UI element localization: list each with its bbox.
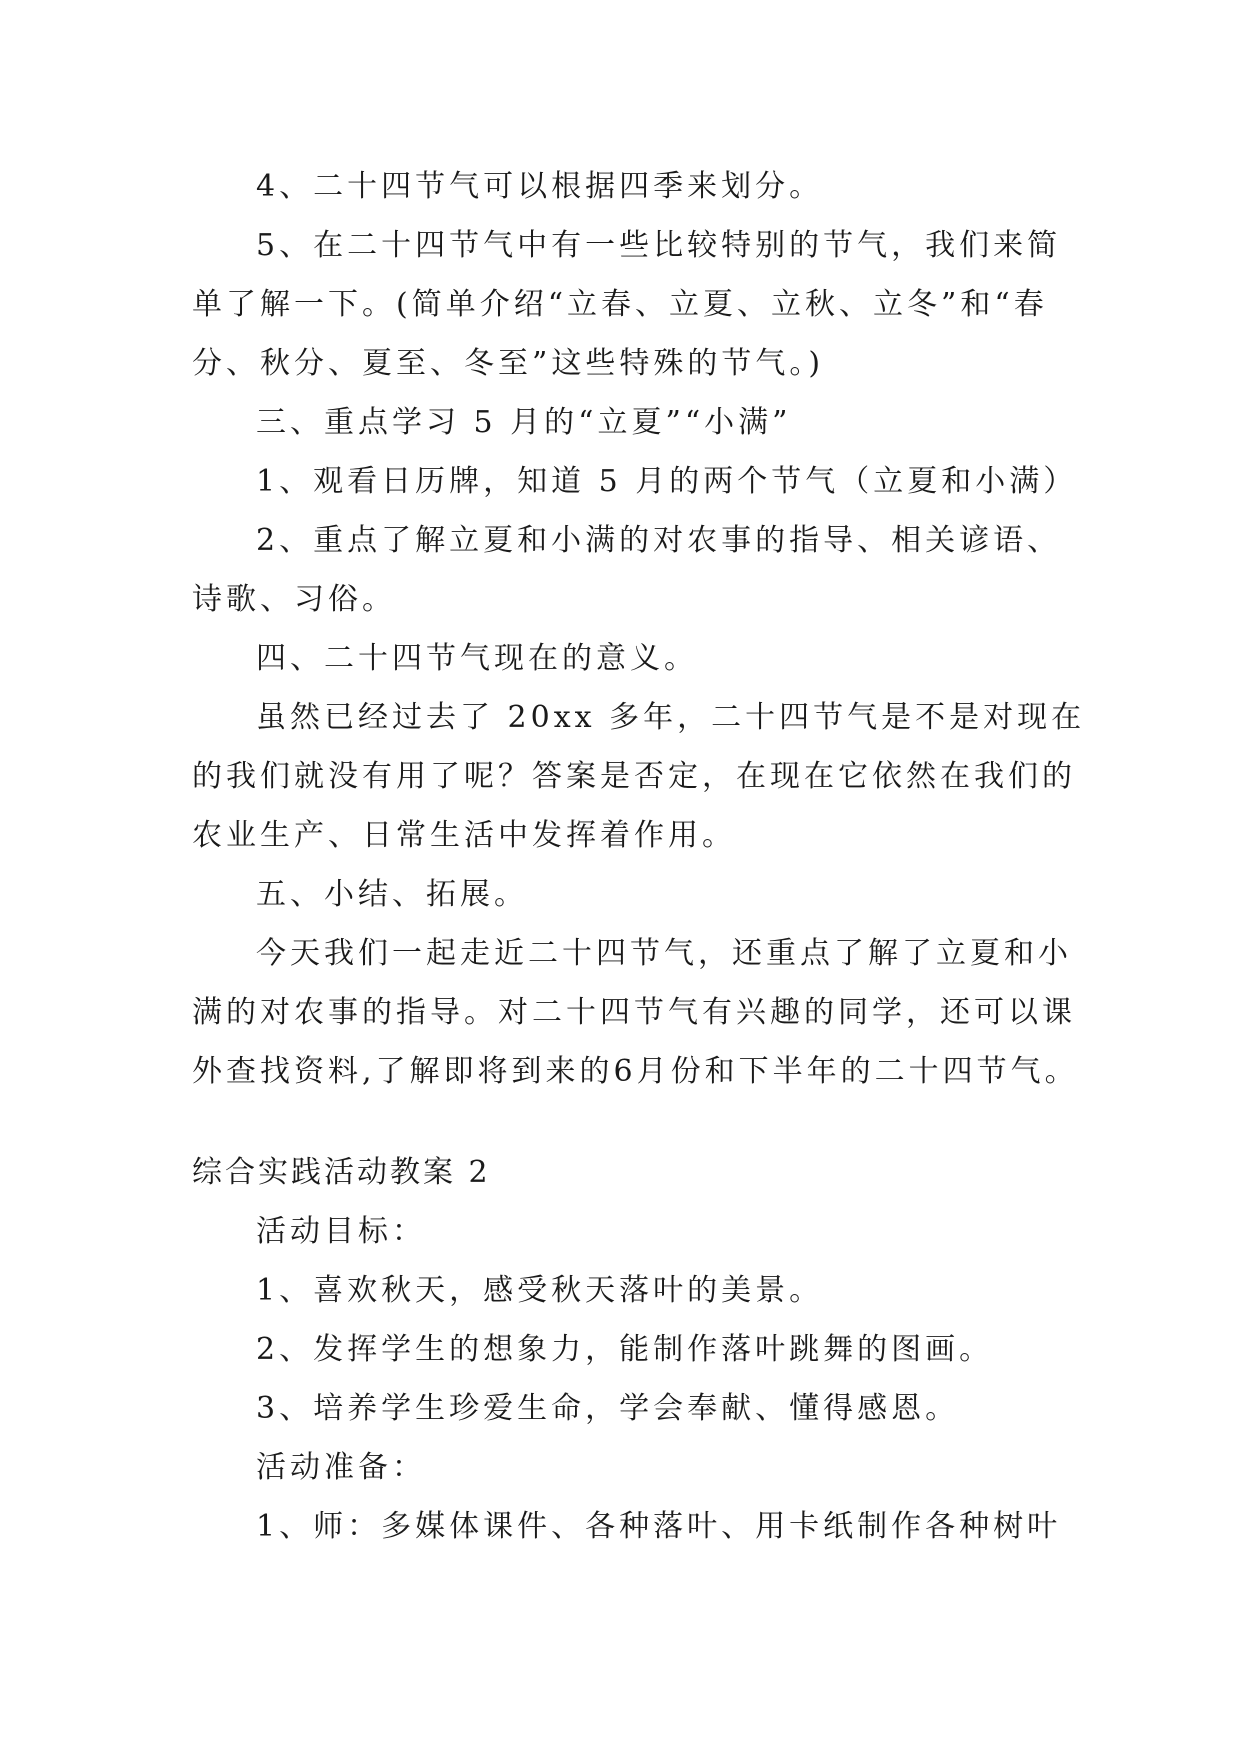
paragraph-line: 单了解一下。(简单介绍“立春、立夏、立秋、立冬”和“春 bbox=[192, 287, 1048, 322]
section-heading: 三、重点学习 5 月的“立夏”“小满” bbox=[256, 405, 792, 440]
paragraph-line: 1、观看日历牌，知道 5 月的两个节气（立夏和小满） bbox=[256, 464, 1078, 499]
paragraph-line: 的我们就没有用了呢？答案是否定，在现在它依然在我们的 bbox=[192, 759, 1076, 794]
paragraph-line: 3、培养学生珍爱生命，学会奉献、懂得感恩。 bbox=[256, 1391, 960, 1426]
paragraph-line: 分、秋分、夏至、冬至”这些特殊的节气。) bbox=[192, 346, 825, 381]
section-spacer bbox=[192, 1101, 1052, 1143]
paragraph-line: 1、师：多媒体课件、各种落叶、用卡纸制作各种树叶 bbox=[256, 1509, 1062, 1544]
document-page bbox=[192, 157, 1086, 1556]
paragraph-line: 满的对农事的指导。对二十四节气有兴趣的同学，还可以课 bbox=[192, 995, 1076, 1030]
section-heading: 五、小结、拓展。 bbox=[256, 877, 528, 912]
paragraph-line: 2、重点了解立夏和小满的对农事的指导、相关谚语、 bbox=[256, 523, 1062, 558]
paragraph-line: 2、发挥学生的想象力，能制作落叶跳舞的图画。 bbox=[256, 1332, 994, 1367]
section-heading: 活动准备： bbox=[256, 1450, 426, 1485]
section-heading: 活动目标： bbox=[256, 1214, 426, 1249]
paragraph-line: 今天我们一起走近二十四节气，还重点了解了立夏和小 bbox=[256, 936, 1072, 971]
paragraph-line: 诗歌、习俗。 bbox=[192, 582, 396, 617]
paragraph-line: 5、在二十四节气中有一些比较特别的节气，我们来简 bbox=[256, 228, 1062, 263]
document-title: 综合实践活动教案 2 bbox=[192, 1155, 491, 1190]
paragraph-line: 虽然已经过去了 20xx 多年，二十四节气是不是对现在 bbox=[256, 700, 1086, 735]
paragraph-line: 农业生产、日常生活中发挥着作用。 bbox=[192, 818, 736, 853]
section-heading: 四、二十四节气现在的意义。 bbox=[256, 641, 698, 676]
paragraph-line: 外查找资料,了解即将到来的6月份和下半年的二十四节气。 bbox=[192, 1054, 1079, 1089]
paragraph-line: 1、喜欢秋天，感受秋天落叶的美景。 bbox=[256, 1273, 824, 1308]
paragraph-line: 4、二十四节气可以根据四季来划分。 bbox=[256, 169, 824, 204]
